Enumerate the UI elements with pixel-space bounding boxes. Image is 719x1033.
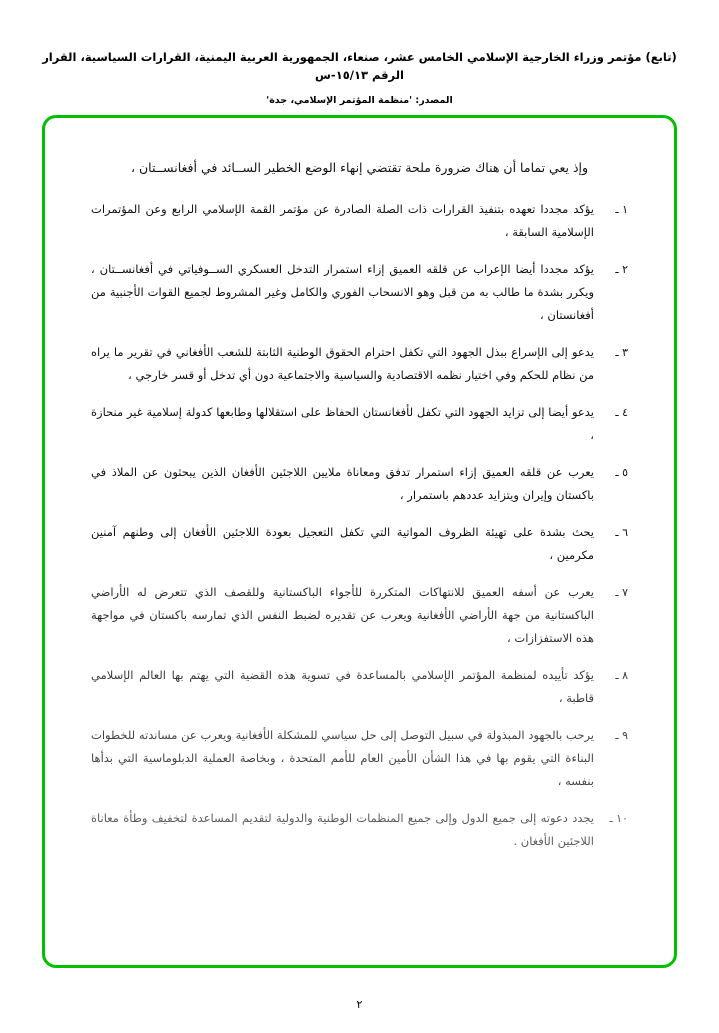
clause-text: يعرب عن أسفه العميق للانتهاكات المتكررة للأجواء الباكستانية وللقصف الذي تتعرض له الأراضي الباكستانية من جهة الأراضي الأفغانية ويعرب عن تقديره لضبط النفس الذي تمارسه باكستان في مواجهة هذه الاستفزازات ، [91,584,594,645]
clause-item [91,258,628,327]
clause-item [91,521,628,567]
clause-number: ٤ ـ [615,405,628,419]
clause-item [91,581,628,650]
clause-item [91,664,628,710]
green-border-frame [42,115,677,968]
clause-text: يعرب عن قلقه العميق إزاء استمرار تدفق ومعاناة ملايين اللاجئين الأفغان الذين يبحثون عن الملاذ في باكستان وإيران ويتزايد عددهم باستمرار ، [91,464,594,502]
clause-number: ٥ ـ [615,465,628,479]
clause-number: ٣ ـ [615,345,628,359]
clause-item [91,401,628,447]
clause-item [91,807,628,853]
clause-text: يؤكد تأييده لمنظمة المؤتمر الإسلامي بالمساعدة في تسوية هذه القضية التي يهتم بها العالم الإسلامي قاطبة ، [91,667,594,705]
clause-text: يحث بشدة على تهيئة الظروف المواتية التي تكفل التعجيل بعودة اللاجئين الأفغان إلى وطنهم آمنين مكرمين ، [91,524,594,562]
clause-text: يدعو أيضا إلى تزايد الجهود التي تكفل لأفغانستان الحفاظ على استقلالها وطابعها كدولة إسلامية غير منحازة ، [91,404,594,442]
clause-number: ١ ـ [615,202,628,216]
clause-number: ٩ ـ [615,728,628,742]
clause-item [91,341,628,387]
clause-number: ١٠ ـ [609,811,628,825]
clause-text: يجدد دعوته إلى جميع الدول وإلى جميع المنظمات الوطنية والدولية لتقديم المساعدة لتخفيف وطأة معاناة اللاجئين الأفغان . [91,810,594,848]
clause-item [91,198,628,244]
page-number: ٢ [356,998,363,1011]
clause-item [91,724,628,793]
intro-paragraph: وإذ يعي تماما أن هناك ضرورة ملحة تقتضي إنهاء الوضع الخطير الســائد في أفغانســتان ، [130,160,589,175]
clause-text: يرحب بالجهود المبذولة في سبيل التوصل إلى حل سياسي للمشكلة الأفغانية ويعرب عن مساندته للخطوات البناءة التي يقوم بها في هذا الشأن الأمين العام للأمم المتحدة ، وبخاصة العملية الدبلوماسية التي بدأها بنفسه ، [91,727,594,788]
clause-text: يؤكد مجددا تعهده بتنفيذ القرارات ذات الصلة الصادرة عن مؤتمر القمة الإسلامي الرابع وعن المؤتمرات الإسلامية السابقة ، [91,201,594,239]
resolution-body [45,118,674,887]
clause-number: ٢ ـ [615,262,628,276]
document-header [0,0,719,106]
header-title: (تابع) مؤتمر وزراء الخارجية الإسلامي الخامس عشر، صنعاء، الجمهورية العربية اليمنية، القرارات السياسية، القرار الرقم ١٥/١٣-س [42,50,677,83]
header-source: المصدر: 'منظمة المؤتمر الإسلامي، جدة' [266,94,453,106]
clause-text: يؤكد مجددا أيضا الإعراب عن قلقه العميق إزاء استمرار التدخل العسكري الســوفياتي في أفغانســتان ، ويكرر بشدة ما طالب به من قبل وهو الانسحاب الفوري والكامل وغير المشروط لجميع القوات الأجنبية من أفغانستان ، [91,261,594,322]
clause-number: ٨ ـ [615,668,628,682]
clause-number: ٧ ـ [615,585,628,599]
clause-item [91,461,628,507]
clause-number: ٦ ـ [615,525,628,539]
clause-text: يدعو إلى الإسراع ببذل الجهود التي تكفل احترام الحقوق الوطنية الثابتة للشعب الأفغاني في تقرير ما يراه من نظام للحكم وفي اختيار نظمه الاقتصادية والسياسية والاجتماعية دون أي تدخل أو قسر خارجي ، [91,344,594,382]
